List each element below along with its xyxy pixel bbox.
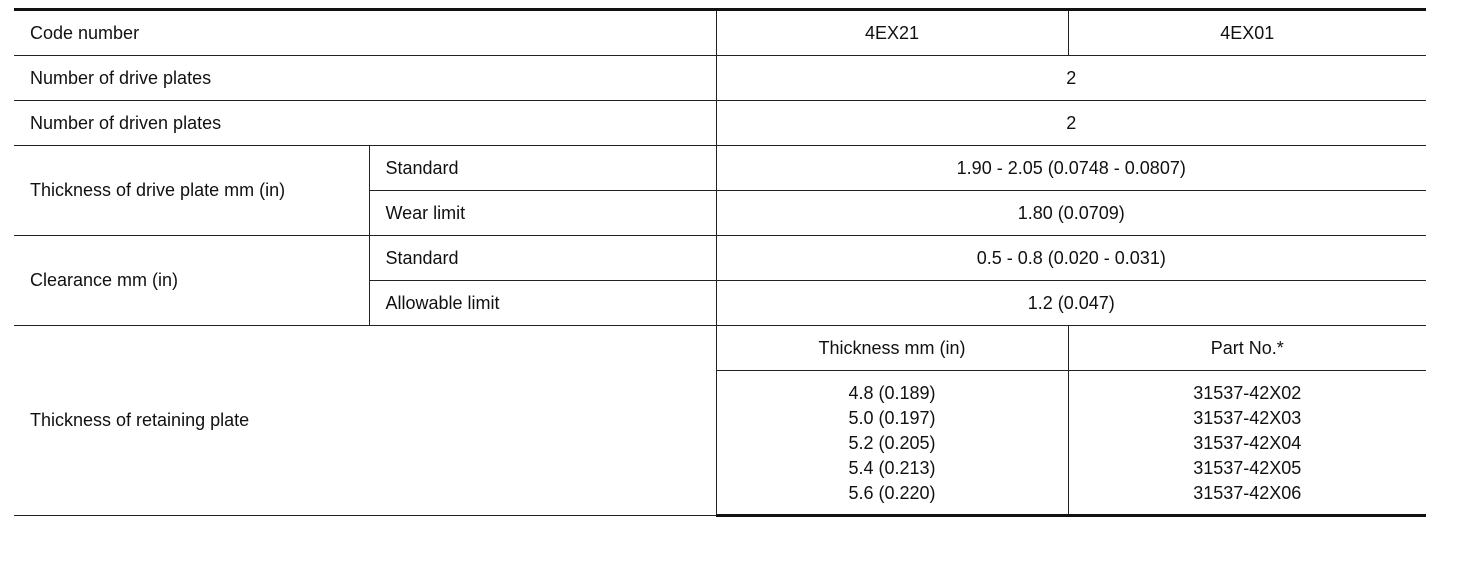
table-row (14, 326, 1426, 371)
clearance-standard-label: Standard (369, 236, 716, 281)
code-number-label: Code number (14, 10, 716, 56)
list-item: 4.8 (0.189) (848, 383, 936, 403)
list-item: 5.0 (0.197) (848, 408, 936, 428)
thickness-header: Thickness mm (in) (716, 326, 1068, 371)
code-value-4ex01: 4EX01 (1068, 10, 1426, 56)
drive-plate-standard-label: Standard (369, 146, 716, 191)
part-number-list (1068, 371, 1426, 516)
thickness-list (716, 371, 1068, 516)
table-row (14, 146, 1426, 191)
clearance-allowable-value: 1.2 (0.047) (716, 281, 1426, 326)
table-row (14, 101, 1426, 146)
list-item: 31537-42X04 (1193, 433, 1302, 453)
table-row (14, 10, 1426, 56)
table-row (14, 236, 1426, 281)
clearance-allowable-label: Allowable limit (369, 281, 716, 326)
drive-plate-wear-value: 1.80 (0.0709) (716, 191, 1426, 236)
drive-plate-standard-value: 1.90 - 2.05 (0.0748 - 0.0807) (716, 146, 1426, 191)
table-row (14, 56, 1426, 101)
list-item: 5.4 (0.213) (848, 458, 936, 478)
drive-plate-wear-label: Wear limit (369, 191, 716, 236)
drive-plates-label: Number of drive plates (14, 56, 716, 101)
list-item: 5.2 (0.205) (848, 433, 936, 453)
list-item: 5.6 (0.220) (848, 483, 936, 503)
list-item: 31537-42X05 (1193, 458, 1302, 478)
retaining-plate-label: Thickness of retaining plate (14, 326, 716, 516)
part-number-header: Part No.* (1068, 326, 1426, 371)
clearance-label: Clearance mm (in) (14, 236, 369, 326)
list-item: 31537-42X06 (1193, 483, 1302, 503)
driven-plates-value: 2 (716, 101, 1426, 146)
list-item: 31537-42X03 (1193, 408, 1302, 428)
driven-plates-label: Number of driven plates (14, 101, 716, 146)
code-value-4ex21: 4EX21 (716, 10, 1068, 56)
list-item: 31537-42X02 (1193, 383, 1302, 403)
drive-plates-value: 2 (716, 56, 1426, 101)
drive-plate-thickness-label: Thickness of drive plate mm (in) (14, 146, 369, 236)
clutch-spec-table (14, 8, 1426, 517)
clearance-standard-value: 0.5 - 0.8 (0.020 - 0.031) (716, 236, 1426, 281)
